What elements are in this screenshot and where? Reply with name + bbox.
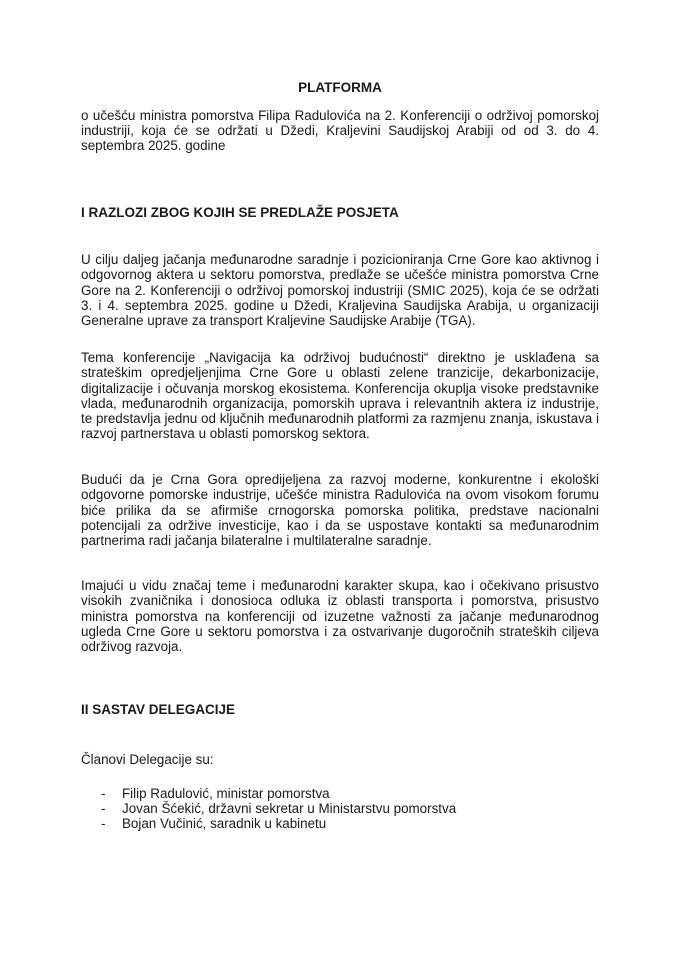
paragraph: U cilju daljeg jačanja međunarodne saradnje i pozicioniranja Crne Gore kao aktivnog i odgovornog aktera u sektoru pomorstva, predlaže se učešće ministra pomorstva Crne Gore na 2. Konferenciji o održivoj pomorskoj industriji (SMIC 2025), koja će se održati 3. i 4. septembra 2025. godine u Džedi, Kraljevina Saudijska Arabija, u organizaciji Generalne uprave za transport Kraljevine Saudijske Arabije (TGA). [81,252,599,329]
member-name: Filip Radulović, ministar pomorstva [122,786,330,801]
delegation-intro: Članovi Delegacije su: [81,752,214,767]
list-item [81,801,456,816]
section-heading-delegation: II SASTAV DELEGACIJE [81,702,236,717]
paragraph: Budući da je Crna Gora opredijeljena za razvoj moderne, konkurentne i ekološki odgovorne pomorske industrije, učešće ministra Radulovića na ovom visokom forumu biće prilika da se afirmiše crnogorska pomorska politika, predstave nacionalni potencijali za održive investicije, kao i da se uspostave kontakti sa međunarodnim partnerima radi jačanja bilateralne i multilateralne saradnje. [81,472,599,549]
paragraph: Tema konferencije „Navigacija ka održivoj budućnosti“ direktno je usklađena sa strateškim opredjeljenjima Crne Gore u oblasti zelene tranzicije, dekarbonizacije, digitalizacije i očuvanja morskog ekosistema. Konferencija okuplja visoke predstavnike vlada, međunarodnih organizacija, pomorskih uprava i relevantnih aktera iz industrije, te predstavlja jednu od ključnih međunarodnih platformi za razmjenu znanja, iskustava i razvoj partnerstava u oblasti pomorskog sektora. [81,350,599,442]
member-name: Bojan Vučinić, saradnik u kabinetu [122,816,327,832]
document-subtitle: o učešću ministra pomorstva Filipa Radulovića na 2. Konferenciji o održivoj pomorskoj industriji, koja će se održati u Džedi, Kraljevini Saudijskoj Arabiji od od 3. do 4. septembra 2025. godine [81,108,599,154]
list-item [81,816,456,831]
dash-bullet-icon: - [101,786,106,801]
dash-bullet-icon: - [101,801,106,817]
document-title: PLATFORMA [298,80,382,95]
paragraph: Imajući u vidu značaj teme i međunarodni karakter skupa, kao i očekivano prisustvo visokih zvaničnika i donosioca odluka iz oblasti transporta i pomorstva, prisustvo ministra pomorstva na konferenciji od izuzetne važnosti za jačanje međunarodnog ugleda Crne Gore u sektoru pomorstva i za ostvarivanje dugoročnih strateških ciljeva održivog razvoja. [81,578,599,655]
delegation-list [81,786,456,832]
list-item [81,786,456,801]
dash-bullet-icon: - [101,816,106,832]
section-heading-reasons: I RAZLOZI ZBOG KOJIH SE PREDLAŽE POSJETA [81,205,399,220]
member-name: Jovan Šćekić, državni sekretar u Ministarstvu pomorstva [122,801,457,817]
